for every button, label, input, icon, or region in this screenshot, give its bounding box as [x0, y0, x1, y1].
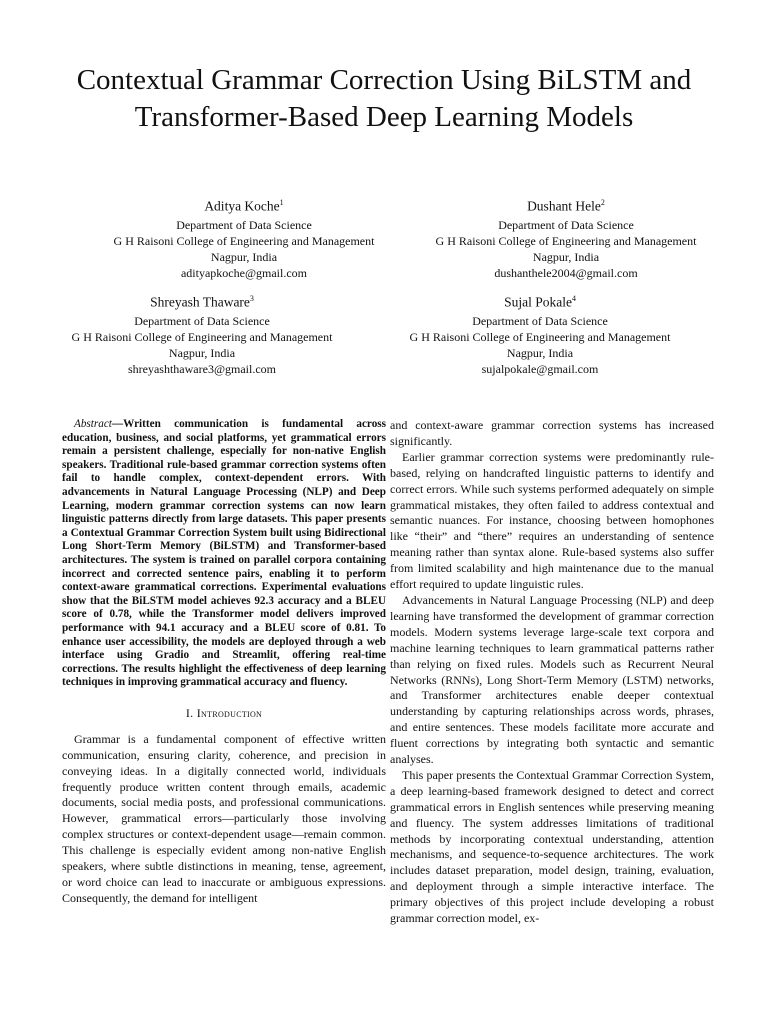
author-block-1 [79, 193, 409, 281]
author-institution: G H Raisoni College of Engineering and Management [409, 329, 671, 344]
author-city: Nagpur, India [532, 249, 600, 264]
author-email: adityapkoche@gmail.com [180, 265, 307, 280]
author-name: Sujal Pokale$^4$ [504, 294, 576, 310]
author-superscript: 2 [600, 198, 605, 207]
paragraph-2: Earlier grammar correction systems were predominantly rule-based, relying on handcrafted linguistic patterns to identify and correct errors. While such systems performed adequately on simple grammatical mistakes, they often failed to address contextual and semantic nuances. For instance, choosing between homophones like “their” and “there” requires an understanding of sentence meaning rather than syntax alone. Rule-based systems also suffer from limited scalability and high maintenance due to the manual effort required to update linguistic rules. [390, 449, 714, 592]
author-city: Nagpur, India [210, 249, 278, 264]
author-institution: G H Raisoni College of Engineering and Management [113, 233, 375, 248]
section-title: Introduction [196, 705, 263, 720]
author-email: dushanthele2004@gmail.com [494, 265, 638, 280]
abstract-label: Abstract [74, 418, 112, 430]
paragraph-1-continued: and context-aware grammar correction systems has increased significantly. [390, 418, 714, 448]
author-email: sujalpokale@gmail.com [481, 361, 599, 376]
author-name: Dushant Hele$^2$ [527, 198, 605, 214]
right-column [390, 418, 714, 927]
author-block-2 [401, 193, 731, 281]
paragraph-1: Grammar is a fundamental component of effective written communication, ensuring clarity, coherence, and precision in conveying ideas. In a digitally connected world, individuals frequently produce written content through emails, academic documents, social media posts, and professional communications. However, grammatical errors—particularly those involving complex structures or context-dependent usage—remain common. This challenge is especially evident among non-native English speakers, where subtle distinctions in meaning, tense, agreement, or word choice can lead to inaccurate or ambiguous expressions. Consequently, the demand for intelligent [62, 731, 386, 905]
author-superscript: 4 [571, 294, 576, 303]
author-city: Nagpur, India [506, 345, 574, 360]
author-institution: G H Raisoni College of Engineering and Management [71, 329, 333, 344]
author-block-3 [37, 289, 367, 377]
author-superscript: 3 [249, 294, 254, 303]
left-column [62, 418, 386, 907]
author-superscript: 1 [279, 198, 284, 207]
paragraph-4: This paper presents the Contextual Grammar Correction System, a deep learning-based framework designed to detect and correct grammatical errors in English sentences while preserving meaning and fluency. The system addresses limitations of traditional methods by incorporating contextual understanding, attention mechanisms, and sequence-to-sequence architectures. The work includes dataset preparation, model design, training, evaluation, and deployment through a simple interactive interface. The primary objectives of this project include developing a robust grammar correction model, ex- [390, 767, 714, 926]
author-department: Department of Data Science [472, 313, 608, 328]
author-name: Shreyash Thaware$^3$ [150, 294, 254, 310]
author-department: Department of Data Science [134, 313, 270, 328]
paragraph-3: Advancements in Natural Language Processing (NLP) and deep learning have transformed the development of grammar correction models. Modern systems leverage large-scale text corpora and machine learning techniques to learn grammatical patterns rather than relying on fixed rules. Models such as Recurrent Neural Networks (RNNs), Long Short-Term Memory (LSTM) networks, and Transformer architectures enable deeper contextual understanding by capturing relationships across words, phrases, and entire sentences. These models facilitate more accurate and fluent corrections by integrating both syntactic and semantic analyses. [390, 592, 714, 767]
author-block-4 [375, 289, 705, 377]
abstract-text: —Written communication is fundamental across education, business, and social platforms, yet grammatical errors remain a persistent challenge, especially for non-native English speakers. Traditional rule-based grammar correction systems often fail to handle complex, context-dependent errors. With advancements in Natural Language Processing (NLP) and Deep Learning, modern grammar correction systems can now learn linguistic patterns directly from large datasets. This paper presents a Contextual Grammar Correction System built using Bidirectional Long Short-Term Memory (BiLSTM) and Transformer-based architectures. The system is trained on parallel corpora containing incorrect and corrected sentence pairs, enabling it to perform context-aware grammatical corrections. Experimental evaluations show that the BiLSTM model achieves 92.3 accuracy and a BLEU score of 0.78, while the Transformer model delivers improved performance with 94.1 accuracy and a BLEU score of 0.81. To enhance user accessibility, the models are deployed through a web interface using Gradio and Streamlit, offering real-time corrections. The results highlight the effectiveness of deep learning techniques in improving grammatical accuracy and fluency. [62, 418, 386, 689]
author-institution: G H Raisoni College of Engineering and Management [435, 233, 697, 248]
author-name: Aditya Koche$^1$ [204, 198, 284, 214]
author-city: Nagpur, India [168, 345, 236, 360]
abstract [62, 418, 386, 690]
paper-title: Contextual Grammar Correction Using BiLSTM and Transformer-Based Deep Learning Models [76, 64, 692, 133]
author-department: Department of Data Science [176, 217, 312, 232]
section-heading-introduction: I. Introduction [185, 705, 263, 720]
author-department: Department of Data Science [498, 217, 634, 232]
author-email: shreyashthaware3@gmail.com [127, 361, 276, 376]
